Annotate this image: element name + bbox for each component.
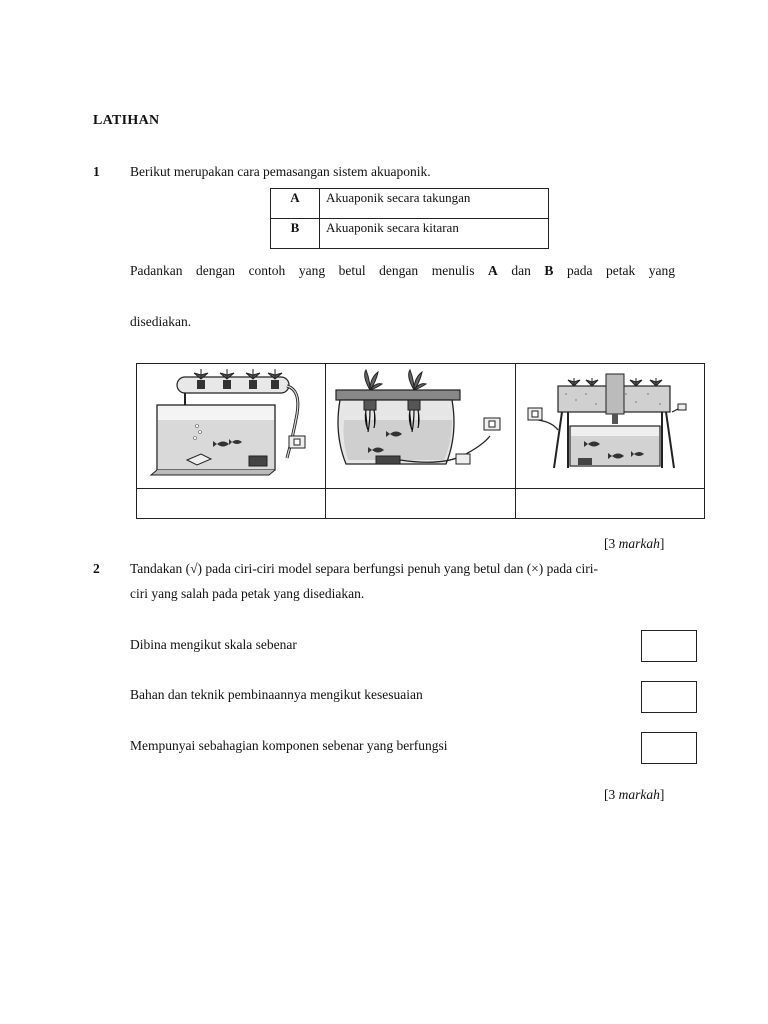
criterion-3-answer-box[interactable] [641,732,697,764]
option-text: Akuaponik secara kitaran [320,219,549,249]
option-label: B [271,219,320,249]
pipe-aquaponics-illustration [137,364,326,488]
instruction-letter-b: B [544,263,554,278]
picture-table [136,363,705,519]
picture-cell-3 [515,364,704,489]
marks-word: markah [618,787,660,802]
marks-word: markah [618,536,660,551]
instruction-text: pada petak yang [566,263,676,278]
marks-open: [3 [604,787,619,802]
option-label: A [271,189,320,219]
question-1-number: 1 [93,164,100,179]
answer-box-1[interactable] [137,489,326,519]
question-1-marks [604,536,664,552]
instruction-letter-a: A [488,263,498,278]
raft-aquaponics-illustration [326,364,515,488]
question-2-marks [604,787,664,803]
criterion-text: Bahan dan teknik pembinaannya mengikut kesesuaian [130,687,423,702]
options-table [270,188,549,249]
question-1-intro: Berikut merupakan cara pemasangan sistem akuaponik. [130,164,431,179]
answer-box-2[interactable] [326,489,515,519]
criterion-1-answer-box[interactable] [641,630,697,662]
answer-box-3[interactable] [515,489,704,519]
question-1-instruction-continued: disediakan. [130,314,192,329]
criterion-text: Dibina mengikut skala sebenar [130,637,297,652]
criterion-2-answer-box[interactable] [641,681,697,713]
picture-cell-1 [137,364,326,489]
page-heading: LATIHAN [93,113,160,128]
marks-open: [3 [604,536,619,551]
question-2-number: 2 [93,561,100,576]
picture-cell-2 [326,364,515,489]
instruction-text: Padankan dengan contoh yang betul dengan menulis [130,263,475,278]
option-row-b [271,219,549,249]
question-1-instruction [130,263,675,279]
option-text: Akuaponik secara takungan [320,189,549,219]
question-2-line-2: ciri yang salah pada petak yang disediakan. [130,586,365,601]
criterion-text: Mempunyai sebahagian komponen sebenar yang berfungsi [130,738,448,753]
marks-close: ] [659,536,665,551]
option-row-a [271,189,549,219]
question-2-line-1: Tandakan (√) pada ciri-ciri model separa berfungsi penuh yang betul dan (×) pada ciri- [130,561,599,576]
grow-bed-aquaponics-illustration [516,364,705,488]
marks-close: ] [659,787,665,802]
instruction-text: dan [511,263,531,278]
